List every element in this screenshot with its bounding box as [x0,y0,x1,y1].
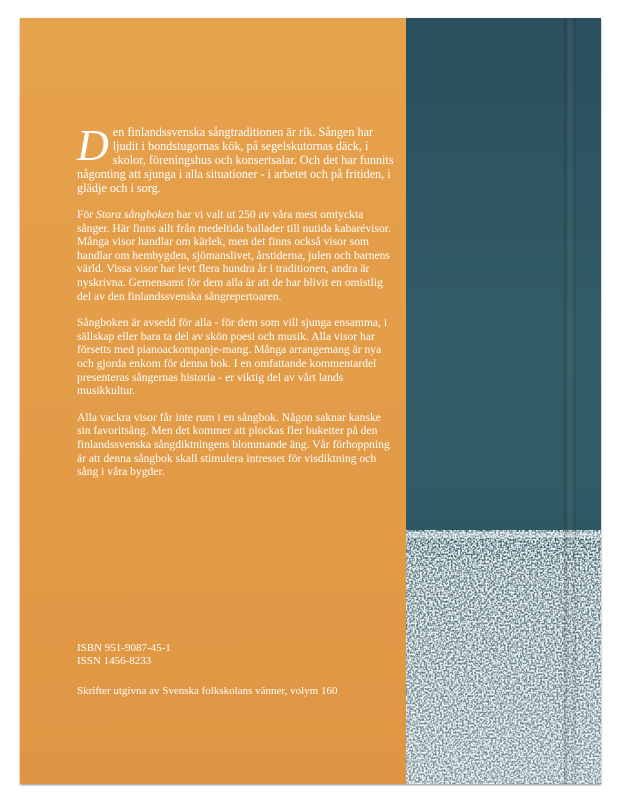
paragraph-selection-lead: För [77,208,97,221]
book-back-cover [20,18,601,784]
series-line: Skrifter utgivna av Svenska folkskolans vänner, volym 160 [77,685,338,697]
isbn-line: ISBN 951-9087-45-1 [77,642,171,654]
cover-hinge [564,18,576,784]
paragraph-selection [77,208,395,303]
book-title-italic: Stora sångboken [96,208,174,221]
paragraph-audience: Sångboken är avsedd för alla - för dem som vill sjunga ensamma, i sällskap eller bara ta del av skön poesi och musik. Alla visor har försetts med pianoackompanje-mang. Många arrangemang är nya och gjorda enkom för denna bok. I en omfattande kommentardel presenteras sångernas historia - er viktig del av vårt lands musikkultur. [77,316,388,398]
orange-text-panel [20,18,406,784]
teal-photo-panel [406,18,601,784]
intro-text: en finlandssvenska sångtraditionen är rik. Sången har ljudit i bondstugornas kök, på segelskutornas däck, i skolor, föreningshus och konsertsalar. Och det har funnits någonting att sjunga i alla situationer - i arbetet och på fritiden, i glädje och i sorg. [77,125,394,195]
paragraph-closing: Alla vackra visor får inte rum i en sångbok. Någon saknar kanske sin favoritsång. Men det kommer att plockas fler buketter på den finlandssvenska sångdiktningens blommande äng. Vår förhoppning är att denna sångbok skall stimulera intresset för visdiktning och sång i våra bygder. [77,410,390,479]
intro-paragraph [77,121,395,195]
isbn-block [77,642,171,667]
paragraph-selection-body: har vi valt ut 250 av våra mest omtyckta sånger. Här finns allt från medeltida ballader till nutida kabarévisor. Många visor handlar om kärlek, men det finns också visor som handlar om hembygden, sjömanslivet, årstiderna, julen och barnens värld. Vissa visor har levt flera hundra år i traditionen, andra är nyskrivna. Gemensamt för dem alla är att de har blivit en omistlig del av den finlandssvenska sångrepertoaren. [77,208,391,303]
blurb-text [77,121,395,492]
issn-line: ISSN 1456-8233 [77,654,152,667]
drop-cap: D [77,121,109,170]
